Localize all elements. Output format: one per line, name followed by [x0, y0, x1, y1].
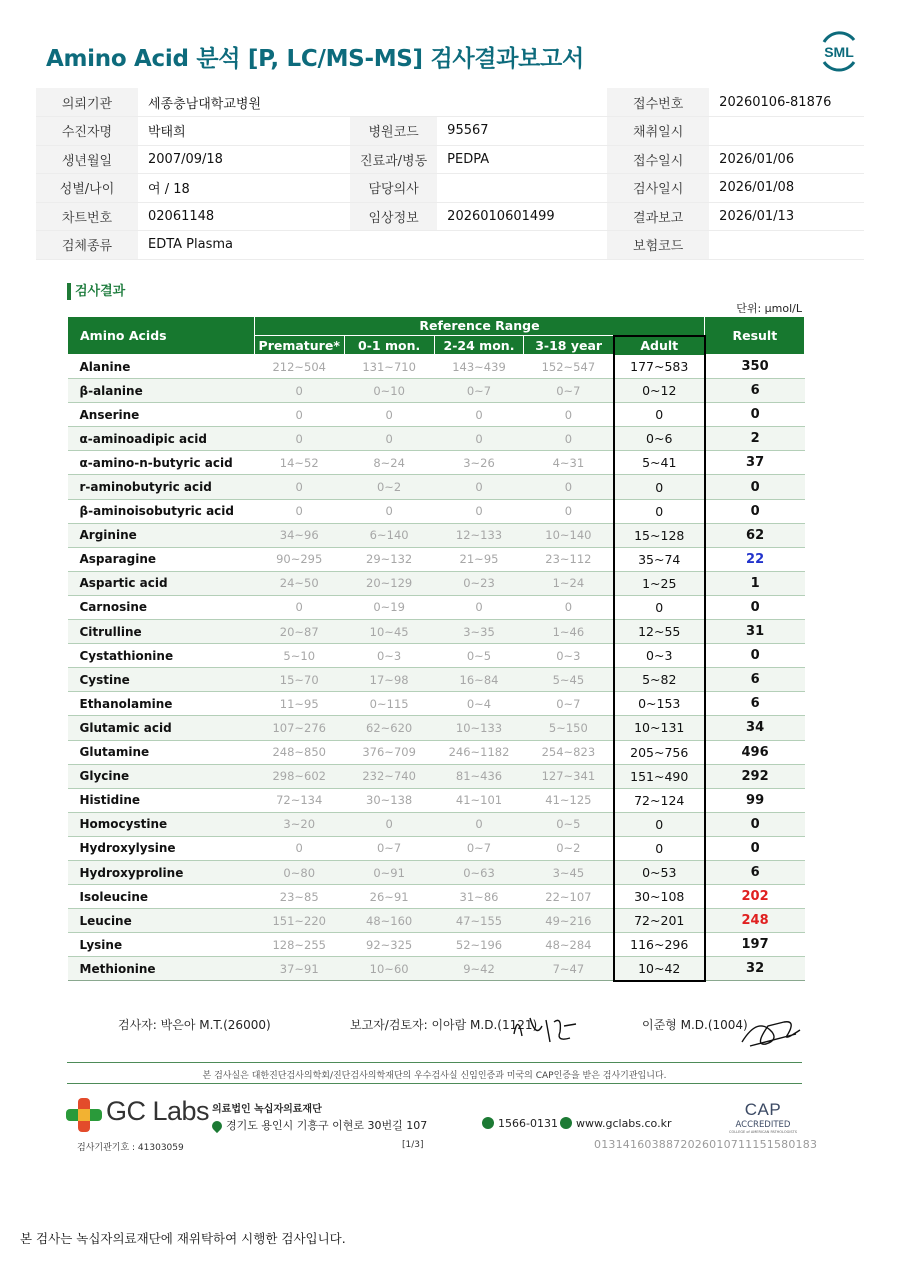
reference-range: 0 [254, 403, 344, 427]
reference-range: 0~80 [254, 860, 344, 884]
reference-range: 14~52 [254, 451, 344, 475]
reference-range: 127~341 [524, 764, 614, 788]
reference-range: 22~107 [524, 885, 614, 909]
reference-range: 7~47 [524, 957, 614, 981]
info-value: PEDPA [437, 145, 607, 174]
adult-range: 10~131 [614, 716, 705, 740]
adult-range: 0~3 [614, 644, 705, 668]
adult-range: 0~12 [614, 379, 705, 403]
result-row [68, 475, 805, 499]
reference-range: 0 [524, 475, 614, 499]
reference-range: 0 [344, 427, 434, 451]
info-value: 95567 [437, 117, 607, 146]
col-0-1-mon: 0-1 mon. [344, 336, 434, 355]
result-row [68, 740, 805, 764]
reference-range: 0~91 [344, 860, 434, 884]
reference-range: 0 [344, 812, 434, 836]
reference-range: 0 [344, 403, 434, 427]
adult-range: 0~6 [614, 427, 705, 451]
adult-range: 12~55 [614, 620, 705, 644]
amino-acid-name: Isoleucine [68, 885, 255, 909]
reference-range: 11~95 [254, 692, 344, 716]
result-value: 0 [705, 644, 805, 668]
reference-range: 0 [434, 403, 524, 427]
result-row [68, 836, 805, 860]
result-row [68, 451, 805, 475]
adult-range: 177~583 [614, 355, 705, 379]
adult-range: 0~153 [614, 692, 705, 716]
reference-range: 128~255 [254, 933, 344, 957]
reference-range: 90~295 [254, 547, 344, 571]
info-value: 2026010601499 [437, 202, 607, 231]
reporter-signature: 보고자/검토자: 이아람 M.D.(1121) [350, 1018, 538, 1032]
address-text: 경기도 용인시 기흥구 이현로 30번길 107 [226, 1119, 428, 1132]
col-reference-range: Reference Range [254, 317, 704, 336]
page-number: [1/3] [402, 1140, 424, 1150]
reference-range: 10~60 [344, 957, 434, 981]
info-label: 진료과/병동 [350, 145, 437, 174]
amino-acid-name: α-amino-n-butyric acid [68, 451, 255, 475]
reference-range: 0 [524, 427, 614, 451]
reference-range: 151~220 [254, 909, 344, 933]
amino-acid-name: Carnosine [68, 595, 255, 619]
info-label: 검체종류 [36, 231, 138, 260]
result-row [68, 499, 805, 523]
col-result: Result [705, 317, 805, 355]
footnote: 본 검사는 녹십자의료재단에 재위탁하여 시행한 검사입니다. [20, 1231, 346, 1246]
adult-range: 10~42 [614, 957, 705, 981]
org-name: 의료법인 녹십자의료재단 [212, 1104, 322, 1115]
amino-acid-name: Lysine [68, 933, 255, 957]
amino-acid-name: Alanine [68, 355, 255, 379]
info-value: 박태희 [138, 117, 350, 146]
reference-range: 5~150 [524, 716, 614, 740]
reference-range: 0 [254, 475, 344, 499]
result-row [68, 909, 805, 933]
info-label: 수진자명 [36, 117, 138, 146]
info-row [36, 174, 864, 203]
amino-acid-name: Homocystine [68, 812, 255, 836]
amino-acid-name: α-aminoadipic acid [68, 427, 255, 451]
reference-range: 31~86 [434, 885, 524, 909]
reference-range: 8~24 [344, 451, 434, 475]
info-value: 세종충남대학교병원 [138, 88, 350, 117]
sml-logo [816, 28, 862, 74]
result-row [68, 620, 805, 644]
website [560, 1117, 672, 1130]
result-row [68, 668, 805, 692]
info-label: 보험코드 [607, 231, 709, 260]
gc-cross-logo-icon [66, 1098, 102, 1132]
result-value: 1 [705, 571, 805, 595]
col-amino-acids: Amino Acids [68, 317, 255, 355]
amino-acid-name: β-alanine [68, 379, 255, 403]
reference-range: 41~101 [434, 788, 524, 812]
gc-labs-wordmark: GC Labs [106, 1096, 210, 1126]
reference-range: 0 [524, 403, 614, 427]
adult-range: 0 [614, 403, 705, 427]
reference-range: 0 [434, 499, 524, 523]
reference-range: 9~42 [434, 957, 524, 981]
reference-range: 12~133 [434, 523, 524, 547]
result-value: 6 [705, 379, 805, 403]
reference-range: 21~95 [434, 547, 524, 571]
reference-range: 0~7 [434, 836, 524, 860]
result-value: 99 [705, 788, 805, 812]
reference-range: 0~2 [344, 475, 434, 499]
reference-range: 16~84 [434, 668, 524, 692]
result-row [68, 595, 805, 619]
reference-range: 107~276 [254, 716, 344, 740]
institution-code: 검사기관기호 : 41303059 [77, 1143, 184, 1153]
reference-range: 30~138 [344, 788, 434, 812]
adult-range: 1~25 [614, 571, 705, 595]
reference-range: 0~5 [434, 644, 524, 668]
info-label: 차트번호 [36, 202, 138, 231]
reference-range: 0~7 [434, 379, 524, 403]
reference-range: 10~140 [524, 523, 614, 547]
footer-divider-top [67, 1062, 802, 1063]
info-label: 채취일시 [607, 117, 709, 146]
reference-range: 48~284 [524, 933, 614, 957]
result-row [68, 957, 805, 981]
info-value: 2026/01/06 [709, 145, 864, 174]
result-row [68, 523, 805, 547]
reference-range: 1~46 [524, 620, 614, 644]
result-row [68, 860, 805, 884]
info-row [36, 231, 864, 260]
result-value: 0 [705, 836, 805, 860]
reference-range: 246~1182 [434, 740, 524, 764]
col-3-18-year: 3-18 year [524, 336, 614, 355]
result-value: 0 [705, 595, 805, 619]
reference-range: 37~91 [254, 957, 344, 981]
reference-range: 62~620 [344, 716, 434, 740]
tester-signature: 검사자: 박은아 M.T.(26000) [118, 1018, 271, 1032]
reference-range: 20~129 [344, 571, 434, 595]
result-row [68, 379, 805, 403]
reference-range: 4~31 [524, 451, 614, 475]
reference-range: 131~710 [344, 355, 434, 379]
info-value: 2026/01/13 [709, 202, 864, 231]
reference-range: 0 [434, 475, 524, 499]
adult-range: 0 [614, 499, 705, 523]
reference-range: 143~439 [434, 355, 524, 379]
reference-range: 0 [434, 812, 524, 836]
col-adult: Adult [614, 336, 705, 355]
adult-range: 205~756 [614, 740, 705, 764]
reference-range: 92~325 [344, 933, 434, 957]
info-label: 임상정보 [350, 202, 437, 231]
adult-range: 72~124 [614, 788, 705, 812]
phone [482, 1117, 558, 1130]
certification-text: 본 검사실은 대한진단검사의학회/진단검사의학재단의 우수검사실 신임인증과 미국의 CAP인증을 받은 검사기관입니다. [202, 1071, 667, 1081]
info-label [350, 231, 437, 260]
reference-range: 10~133 [434, 716, 524, 740]
reference-range: 5~10 [254, 644, 344, 668]
adult-range: 5~82 [614, 668, 705, 692]
reference-range: 248~850 [254, 740, 344, 764]
info-value [437, 88, 607, 117]
amino-acid-name: Anserine [68, 403, 255, 427]
result-value: 31 [705, 620, 805, 644]
reference-range: 0~7 [344, 836, 434, 860]
col-2-24-mon: 2-24 mon. [434, 336, 524, 355]
reference-range: 0~5 [524, 812, 614, 836]
reference-range: 0 [254, 836, 344, 860]
reference-range: 0~63 [434, 860, 524, 884]
phone-text: 1566-0131 [498, 1117, 558, 1130]
result-row [68, 812, 805, 836]
amino-acid-name: Aspartic acid [68, 571, 255, 595]
reference-range: 52~196 [434, 933, 524, 957]
reference-range: 6~140 [344, 523, 434, 547]
reference-range: 152~547 [524, 355, 614, 379]
reference-range: 0~10 [344, 379, 434, 403]
info-label: 검사일시 [607, 174, 709, 203]
info-row [36, 145, 864, 174]
result-value: 248 [705, 909, 805, 933]
result-value: 0 [705, 403, 805, 427]
info-value: 2007/09/18 [138, 145, 350, 174]
document-number: 013141603887202601071115158018​3 [594, 1138, 818, 1151]
info-value: 02061148 [138, 202, 350, 231]
adult-range: 0 [614, 812, 705, 836]
reference-range: 0 [524, 499, 614, 523]
reference-range: 29~132 [344, 547, 434, 571]
amino-acid-name: Hydroxylysine [68, 836, 255, 860]
reference-range: 0~19 [344, 595, 434, 619]
col-premature: Premature* [254, 336, 344, 355]
amino-acid-name: Cystine [68, 668, 255, 692]
reference-range: 10~45 [344, 620, 434, 644]
result-value: 2 [705, 427, 805, 451]
result-value: 202 [705, 885, 805, 909]
info-value: 20260106-81876 [709, 88, 864, 117]
result-row [68, 788, 805, 812]
reference-range: 0~3 [524, 644, 614, 668]
adult-range: 35~74 [614, 547, 705, 571]
approver-signature: 이준형 M.D.(1004) [642, 1018, 748, 1032]
reference-range: 376~709 [344, 740, 434, 764]
reference-range: 5~45 [524, 668, 614, 692]
amino-acid-name: Methionine [68, 957, 255, 981]
reference-range: 0 [434, 595, 524, 619]
reference-range: 15~70 [254, 668, 344, 692]
result-value: 0 [705, 499, 805, 523]
reference-range: 34~96 [254, 523, 344, 547]
result-value: 32 [705, 957, 805, 981]
website-text: www.gclabs.co.kr [576, 1117, 672, 1130]
adult-range: 30~108 [614, 885, 705, 909]
result-row [68, 692, 805, 716]
adult-range: 116~296 [614, 933, 705, 957]
info-value: 여 / 18 [138, 174, 350, 203]
reference-range: 17~98 [344, 668, 434, 692]
reference-range: 20~87 [254, 620, 344, 644]
reference-range: 298~602 [254, 764, 344, 788]
home-icon [560, 1117, 572, 1129]
result-value: 0 [705, 475, 805, 499]
reference-range: 0 [254, 595, 344, 619]
amino-acid-name: β-aminoisobutyric acid [68, 499, 255, 523]
reference-range: 0~2 [524, 836, 614, 860]
reference-range: 3~35 [434, 620, 524, 644]
reference-range: 0~23 [434, 571, 524, 595]
result-value: 496 [705, 740, 805, 764]
result-value: 6 [705, 668, 805, 692]
location-pin-icon [210, 1119, 224, 1133]
phone-icon [482, 1117, 494, 1129]
result-value: 22 [705, 547, 805, 571]
reference-range: 81~436 [434, 764, 524, 788]
reference-range: 0 [434, 427, 524, 451]
reference-range: 48~160 [344, 909, 434, 933]
amino-acid-name: Glutamine [68, 740, 255, 764]
adult-range: 0~53 [614, 860, 705, 884]
reporter-handwritten-signature [510, 1008, 580, 1048]
info-label: 결과보고 [607, 202, 709, 231]
result-row [68, 355, 805, 379]
address [212, 1117, 427, 1133]
reference-range: 26~91 [344, 885, 434, 909]
amino-acid-name: Hydroxyproline [68, 860, 255, 884]
info-value [709, 117, 864, 146]
info-value [709, 231, 864, 260]
amino-acid-name: Citrulline [68, 620, 255, 644]
result-row [68, 403, 805, 427]
reference-range: 254~823 [524, 740, 614, 764]
amino-acid-name: Asparagine [68, 547, 255, 571]
reference-range: 212~504 [254, 355, 344, 379]
results-table [67, 316, 805, 982]
cap-accredited-text: ACCREDITED [735, 1120, 791, 1130]
approver-handwritten-signature [738, 1012, 804, 1050]
result-value: 37 [705, 451, 805, 475]
result-row [68, 644, 805, 668]
result-value: 197 [705, 933, 805, 957]
amino-acid-name: Cystathionine [68, 644, 255, 668]
result-row [68, 885, 805, 909]
reference-range: 1~24 [524, 571, 614, 595]
info-label [350, 88, 437, 117]
result-row [68, 427, 805, 451]
reference-range: 23~112 [524, 547, 614, 571]
info-label: 접수번호 [607, 88, 709, 117]
result-value: 6 [705, 692, 805, 716]
info-value [437, 174, 607, 203]
reference-range: 0 [524, 595, 614, 619]
reference-range: 41~125 [524, 788, 614, 812]
page-title: Amino Acid 분석 [P, LC/MS-MS] 검사결과보고서 [46, 46, 584, 72]
result-value: 6 [705, 860, 805, 884]
result-value: 292 [705, 764, 805, 788]
reference-range: 3~20 [254, 812, 344, 836]
info-label: 접수일시 [607, 145, 709, 174]
adult-range: 0 [614, 475, 705, 499]
info-label: 생년월일 [36, 145, 138, 174]
info-label: 성별/나이 [36, 174, 138, 203]
reference-range: 23~85 [254, 885, 344, 909]
unit-label: 단위: μmol/L [736, 302, 802, 315]
reference-range: 0 [254, 499, 344, 523]
cap-text: CAP [744, 1100, 782, 1119]
reference-range: 0 [254, 379, 344, 403]
result-row [68, 571, 805, 595]
adult-range: 15~128 [614, 523, 705, 547]
cap-college-text: COLLEGE of AMERICAN PATHOLOGISTS [729, 1130, 797, 1134]
result-value: 62 [705, 523, 805, 547]
reference-range: 49~216 [524, 909, 614, 933]
result-row [68, 716, 805, 740]
amino-acid-name: Glycine [68, 764, 255, 788]
result-value: 34 [705, 716, 805, 740]
result-row [68, 547, 805, 571]
info-label: 담당의사 [350, 174, 437, 203]
reference-range: 0~3 [344, 644, 434, 668]
amino-acid-name: Glutamic acid [68, 716, 255, 740]
amino-acid-name: Leucine [68, 909, 255, 933]
patient-info-table [36, 88, 864, 260]
info-label: 의뢰기관 [36, 88, 138, 117]
section-title: 검사결과 [67, 283, 125, 300]
info-value [437, 231, 607, 260]
reference-range: 3~26 [434, 451, 524, 475]
result-value: 0 [705, 812, 805, 836]
adult-range: 72~201 [614, 909, 705, 933]
reference-range: 0~7 [524, 379, 614, 403]
logo-text: SML [824, 44, 854, 60]
info-label: 병원코드 [350, 117, 437, 146]
result-row [68, 764, 805, 788]
reference-range: 24~50 [254, 571, 344, 595]
reference-range: 0~7 [524, 692, 614, 716]
reference-range: 72~134 [254, 788, 344, 812]
reference-range: 0~115 [344, 692, 434, 716]
reference-range: 3~45 [524, 860, 614, 884]
adult-range: 0 [614, 595, 705, 619]
adult-range: 5~41 [614, 451, 705, 475]
amino-acid-name: r-aminobutyric acid [68, 475, 255, 499]
reference-range: 232~740 [344, 764, 434, 788]
info-value: 2026/01/08 [709, 174, 864, 203]
info-row [36, 202, 864, 231]
adult-range: 0 [614, 836, 705, 860]
info-row [36, 117, 864, 146]
result-value: 350 [705, 355, 805, 379]
amino-acid-name: Histidine [68, 788, 255, 812]
adult-range: 151~490 [614, 764, 705, 788]
footer-divider-bottom [67, 1083, 802, 1084]
reference-range: 0 [344, 499, 434, 523]
reference-range: 0~4 [434, 692, 524, 716]
cap-accredited-badge [723, 1100, 803, 1134]
reference-range: 0 [254, 427, 344, 451]
amino-acid-name: Ethanolamine [68, 692, 255, 716]
info-value: EDTA Plasma [138, 231, 350, 260]
amino-acid-name: Arginine [68, 523, 255, 547]
info-row [36, 88, 864, 117]
result-row [68, 933, 805, 957]
reference-range: 47~155 [434, 909, 524, 933]
